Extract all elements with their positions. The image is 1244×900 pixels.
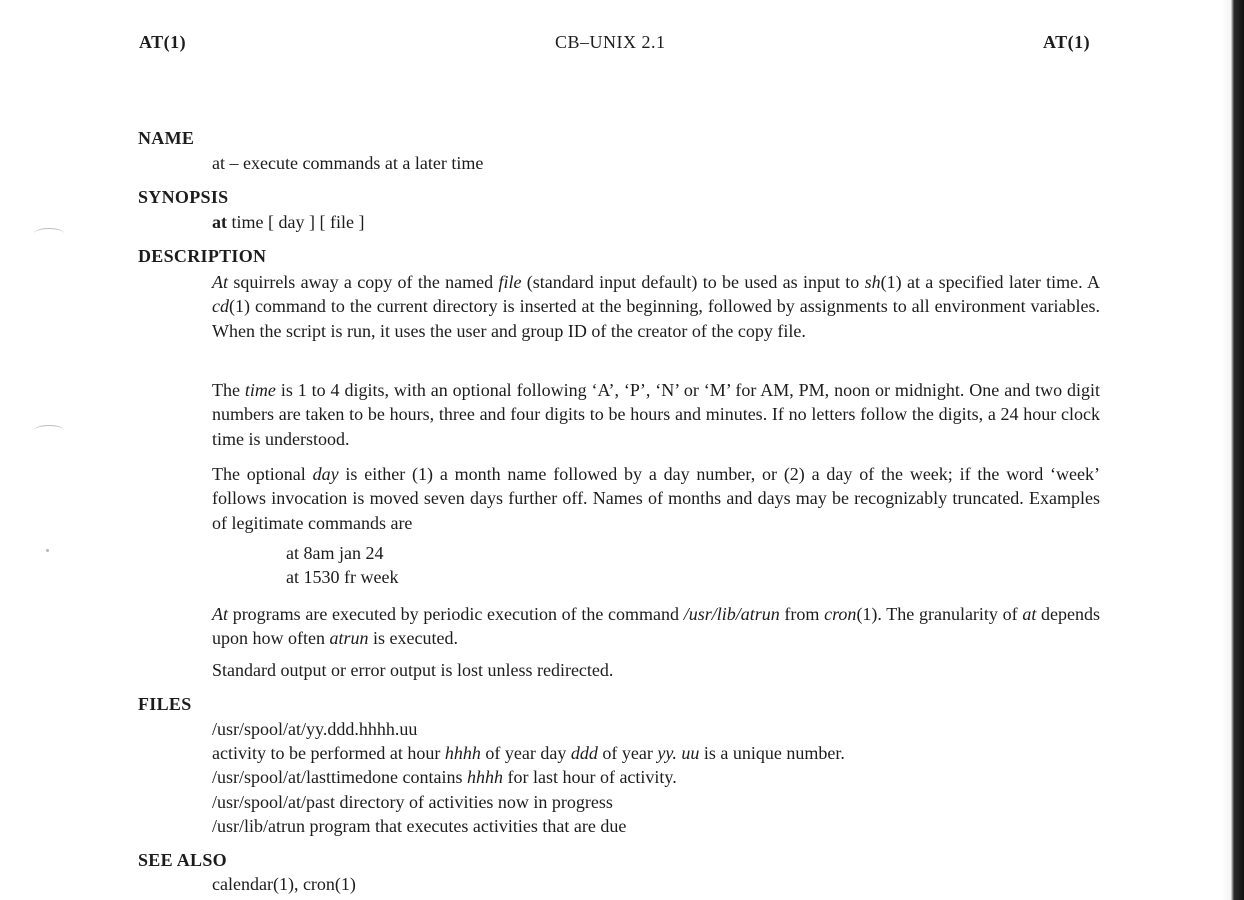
emph-text: cron xyxy=(824,604,857,624)
header-right-title: AT(1) xyxy=(1043,32,1091,52)
text-run: of year xyxy=(597,743,658,763)
text-run: depends upon how often xyxy=(212,604,1100,649)
emph-text: ddd xyxy=(570,743,598,763)
section-see-also-heading: SEE ALSO xyxy=(138,850,227,870)
section-name-heading: NAME xyxy=(138,128,195,148)
text-run: (1) command to the current directory is inserted at the beginning, followed by assignments to all environment variables. When the script is run, it uses the user and group ID of the creator of the copy file. xyxy=(212,296,1100,341)
emph-text: At xyxy=(212,604,228,624)
header-left-title: AT(1) xyxy=(139,32,187,52)
emph-text: /usr/lib/atrun xyxy=(683,604,780,624)
text-run: of year day xyxy=(480,743,571,763)
emph-text: day xyxy=(312,464,339,484)
text-run: for last hour of activity. xyxy=(502,767,677,787)
emph-text: time xyxy=(244,380,276,400)
example-command-2: at 1530 fr week xyxy=(286,567,399,587)
scan-dot xyxy=(46,549,49,552)
text-run: programs are executed by periodic execution of the command xyxy=(228,604,684,624)
description-paragraph-5: Standard output or error output is lost unless redirected. xyxy=(212,660,614,680)
text-run: is 1 to 4 digits, with an optional following ‘A’, ‘P’, ‘N’ or ‘M’ for AM, PM, noon or midnight. One and two digit numbers are taken to be hours, three and four digits to be hours and minutes. If no letters follow the digits, a 24 hour clock time is understood. xyxy=(212,380,1101,449)
text-run: squirrels away a copy of the named xyxy=(228,272,499,292)
section-synopsis-heading: SYNOPSIS xyxy=(138,187,229,207)
text-run: activity to be performed at hour xyxy=(212,743,445,763)
synopsis-args: time [ day ] [ file ] xyxy=(227,212,365,232)
example-command-1: at 8am jan 24 xyxy=(286,543,384,563)
emph-text: uu xyxy=(681,743,700,763)
scan-mark xyxy=(34,228,64,239)
name-text: at – execute commands at a later time xyxy=(212,153,484,173)
text-run: is a unique number. xyxy=(699,743,845,763)
files-line-5: /usr/lib/atrun program that executes activities that are due xyxy=(212,816,627,836)
description-paragraph-4 xyxy=(212,602,1100,651)
files-line-4: /usr/spool/at/past directory of activities now in progress xyxy=(212,792,613,812)
emph-text: file xyxy=(498,272,522,292)
emph-text: at xyxy=(1022,604,1037,624)
text-run: from xyxy=(779,604,825,624)
text-run: (1). The granularity of xyxy=(856,604,1023,624)
synopsis-command: at xyxy=(212,212,227,232)
scan-mark xyxy=(34,425,64,436)
page-edge-shadow xyxy=(1222,0,1244,900)
text-run: The optional xyxy=(212,464,313,484)
files-line-1: /usr/spool/at/yy.ddd.hhhh.uu xyxy=(212,719,418,739)
header-center-title: CB–UNIX 2.1 xyxy=(555,32,666,52)
text-run: /usr/spool/at/lasttimedone contains xyxy=(212,767,467,787)
section-files-heading: FILES xyxy=(138,694,192,714)
files-line-2 xyxy=(212,743,845,764)
text-run: (standard input default) to be used as input to xyxy=(521,272,865,292)
emph-text: At xyxy=(212,272,228,292)
text-run: (1) at a specified later time. A xyxy=(880,272,1100,292)
synopsis-text xyxy=(212,212,364,233)
section-description-heading: DESCRIPTION xyxy=(138,246,267,266)
emph-text: hhhh xyxy=(444,743,481,763)
description-paragraph-1 xyxy=(212,270,1100,343)
emph-text: sh xyxy=(864,272,881,292)
emph-text: yy. xyxy=(657,743,677,763)
text-run: is executed. xyxy=(368,628,458,649)
text-run: The xyxy=(212,380,245,400)
description-paragraph-3 xyxy=(212,462,1100,535)
files-line-3 xyxy=(212,767,677,788)
emph-text: hhhh xyxy=(466,767,503,787)
description-paragraph-2 xyxy=(212,378,1100,451)
emph-text: atrun xyxy=(329,628,369,649)
see-also-text: calendar(1), cron(1) xyxy=(212,874,356,894)
text-run: is either (1) a month name followed by a day number, or (2) a day of the week; if the word ‘week’ follows invocation is moved seven days further off. Names of months and days may be recognizably truncated. Examples of legitimate commands are xyxy=(212,464,1100,533)
emph-text: cd xyxy=(212,296,229,317)
